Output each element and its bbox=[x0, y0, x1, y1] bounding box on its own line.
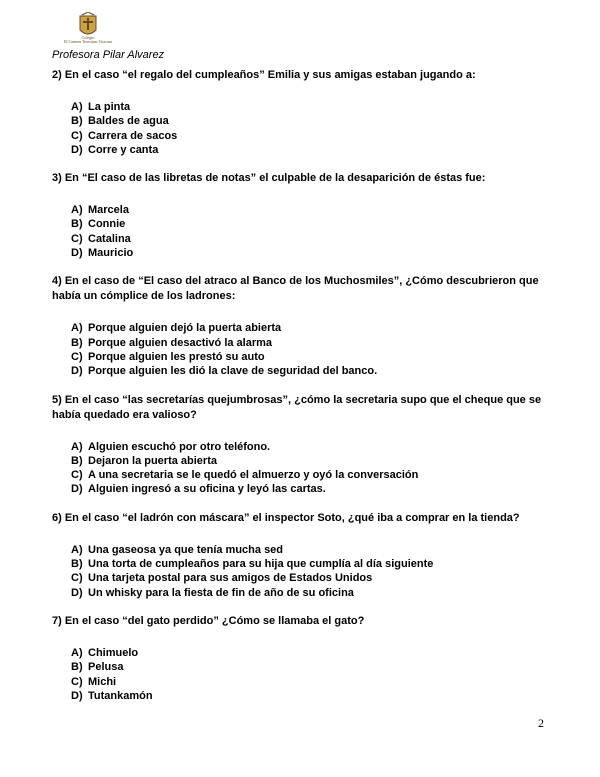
option-item: B) Baldes de agua bbox=[71, 115, 169, 128]
option-item: D) Tutankamón bbox=[71, 689, 153, 702]
question-text: 2) En el caso “el regalo del cumpleaños” Emilia y sus amigas estaban jugando a: bbox=[52, 69, 476, 81]
question-text: 5) En el caso “las secretarías quejumbrosas”, ¿cómo la secretaria supo que el cheque que se había quedado era valioso? bbox=[52, 393, 542, 421]
question-text: 4) En el caso de “El caso del atraco al Banco de los Muchosmiles”, ¿Cómo descubrieron que había un cómplice de los ladrones: bbox=[52, 275, 539, 303]
question-block bbox=[52, 393, 542, 497]
questions-list bbox=[52, 68, 542, 717]
option-item: B) Dejaron la puerta abierta bbox=[71, 454, 217, 467]
option-item: B) Una torta de cumpleaños para su hija que cumplía al día siguiente bbox=[71, 558, 434, 571]
question-block bbox=[52, 614, 542, 703]
question-text: 7) En el caso “del gato perdido” ¿Cómo se llamaba el gato? bbox=[52, 614, 365, 627]
option-item: D) Corre y canta bbox=[71, 143, 159, 156]
options-list bbox=[52, 100, 542, 157]
option-item: C) Carrera de sacos bbox=[71, 129, 178, 142]
option-item: C) Una tarjeta postal para sus amigos de Estados Unidos bbox=[71, 572, 373, 585]
question-block bbox=[52, 511, 542, 600]
option-item: A) Porque alguien dejó la puerta abierta bbox=[71, 322, 282, 335]
option-item: D) Alguien ingresó a su oficina y leyó las cartas. bbox=[71, 483, 326, 496]
question-text: 3) En “El caso de las libretas de notas” el culpable de la desaparición de éstas fue: bbox=[52, 172, 486, 185]
option-item: B) Pelusa bbox=[71, 661, 124, 674]
teacher-name: Profesora Pilar Alvarez bbox=[52, 49, 165, 61]
school-name: Colegio El Carmen Teresiano Vitacura bbox=[63, 35, 113, 44]
option-item: C) A una secretaria se le quedó el almuerzo y oyó la conversación bbox=[71, 469, 419, 482]
options-list bbox=[52, 543, 542, 600]
question-block bbox=[52, 171, 542, 260]
option-item: D) Un whisky para la fiesta de fin de año de su oficina bbox=[71, 586, 354, 599]
option-item: A) Chimuelo bbox=[71, 646, 139, 659]
option-item: C) Michi bbox=[71, 675, 117, 688]
option-item: C) Catalina bbox=[71, 232, 131, 245]
options-list bbox=[52, 440, 542, 497]
page-number: 2 bbox=[538, 716, 544, 730]
option-item: D) Porque alguien les dió la clave de seguridad del banco. bbox=[71, 365, 378, 378]
option-item: D) Mauricio bbox=[71, 247, 134, 260]
option-item: C) Porque alguien les prestó su auto bbox=[71, 350, 265, 363]
options-list bbox=[52, 646, 542, 703]
question-block bbox=[52, 68, 542, 157]
option-item: A) La pinta bbox=[71, 101, 131, 113]
option-item: A) Marcela bbox=[71, 204, 129, 217]
option-item: B) Connie bbox=[71, 218, 126, 231]
option-item: B) Porque alguien desactivó la alarma bbox=[71, 336, 273, 349]
options-list bbox=[52, 203, 542, 260]
question-block bbox=[52, 274, 542, 378]
options-list bbox=[52, 321, 542, 378]
question-text: 6) En el caso “el ladrón con máscara” el inspector Soto, ¿qué iba a comprar en la tienda? bbox=[52, 511, 520, 524]
option-item: A) Una gaseosa ya que tenía mucha sed bbox=[71, 543, 284, 556]
option-item: A) Alguien escuchó por otro teléfono. bbox=[71, 440, 271, 453]
